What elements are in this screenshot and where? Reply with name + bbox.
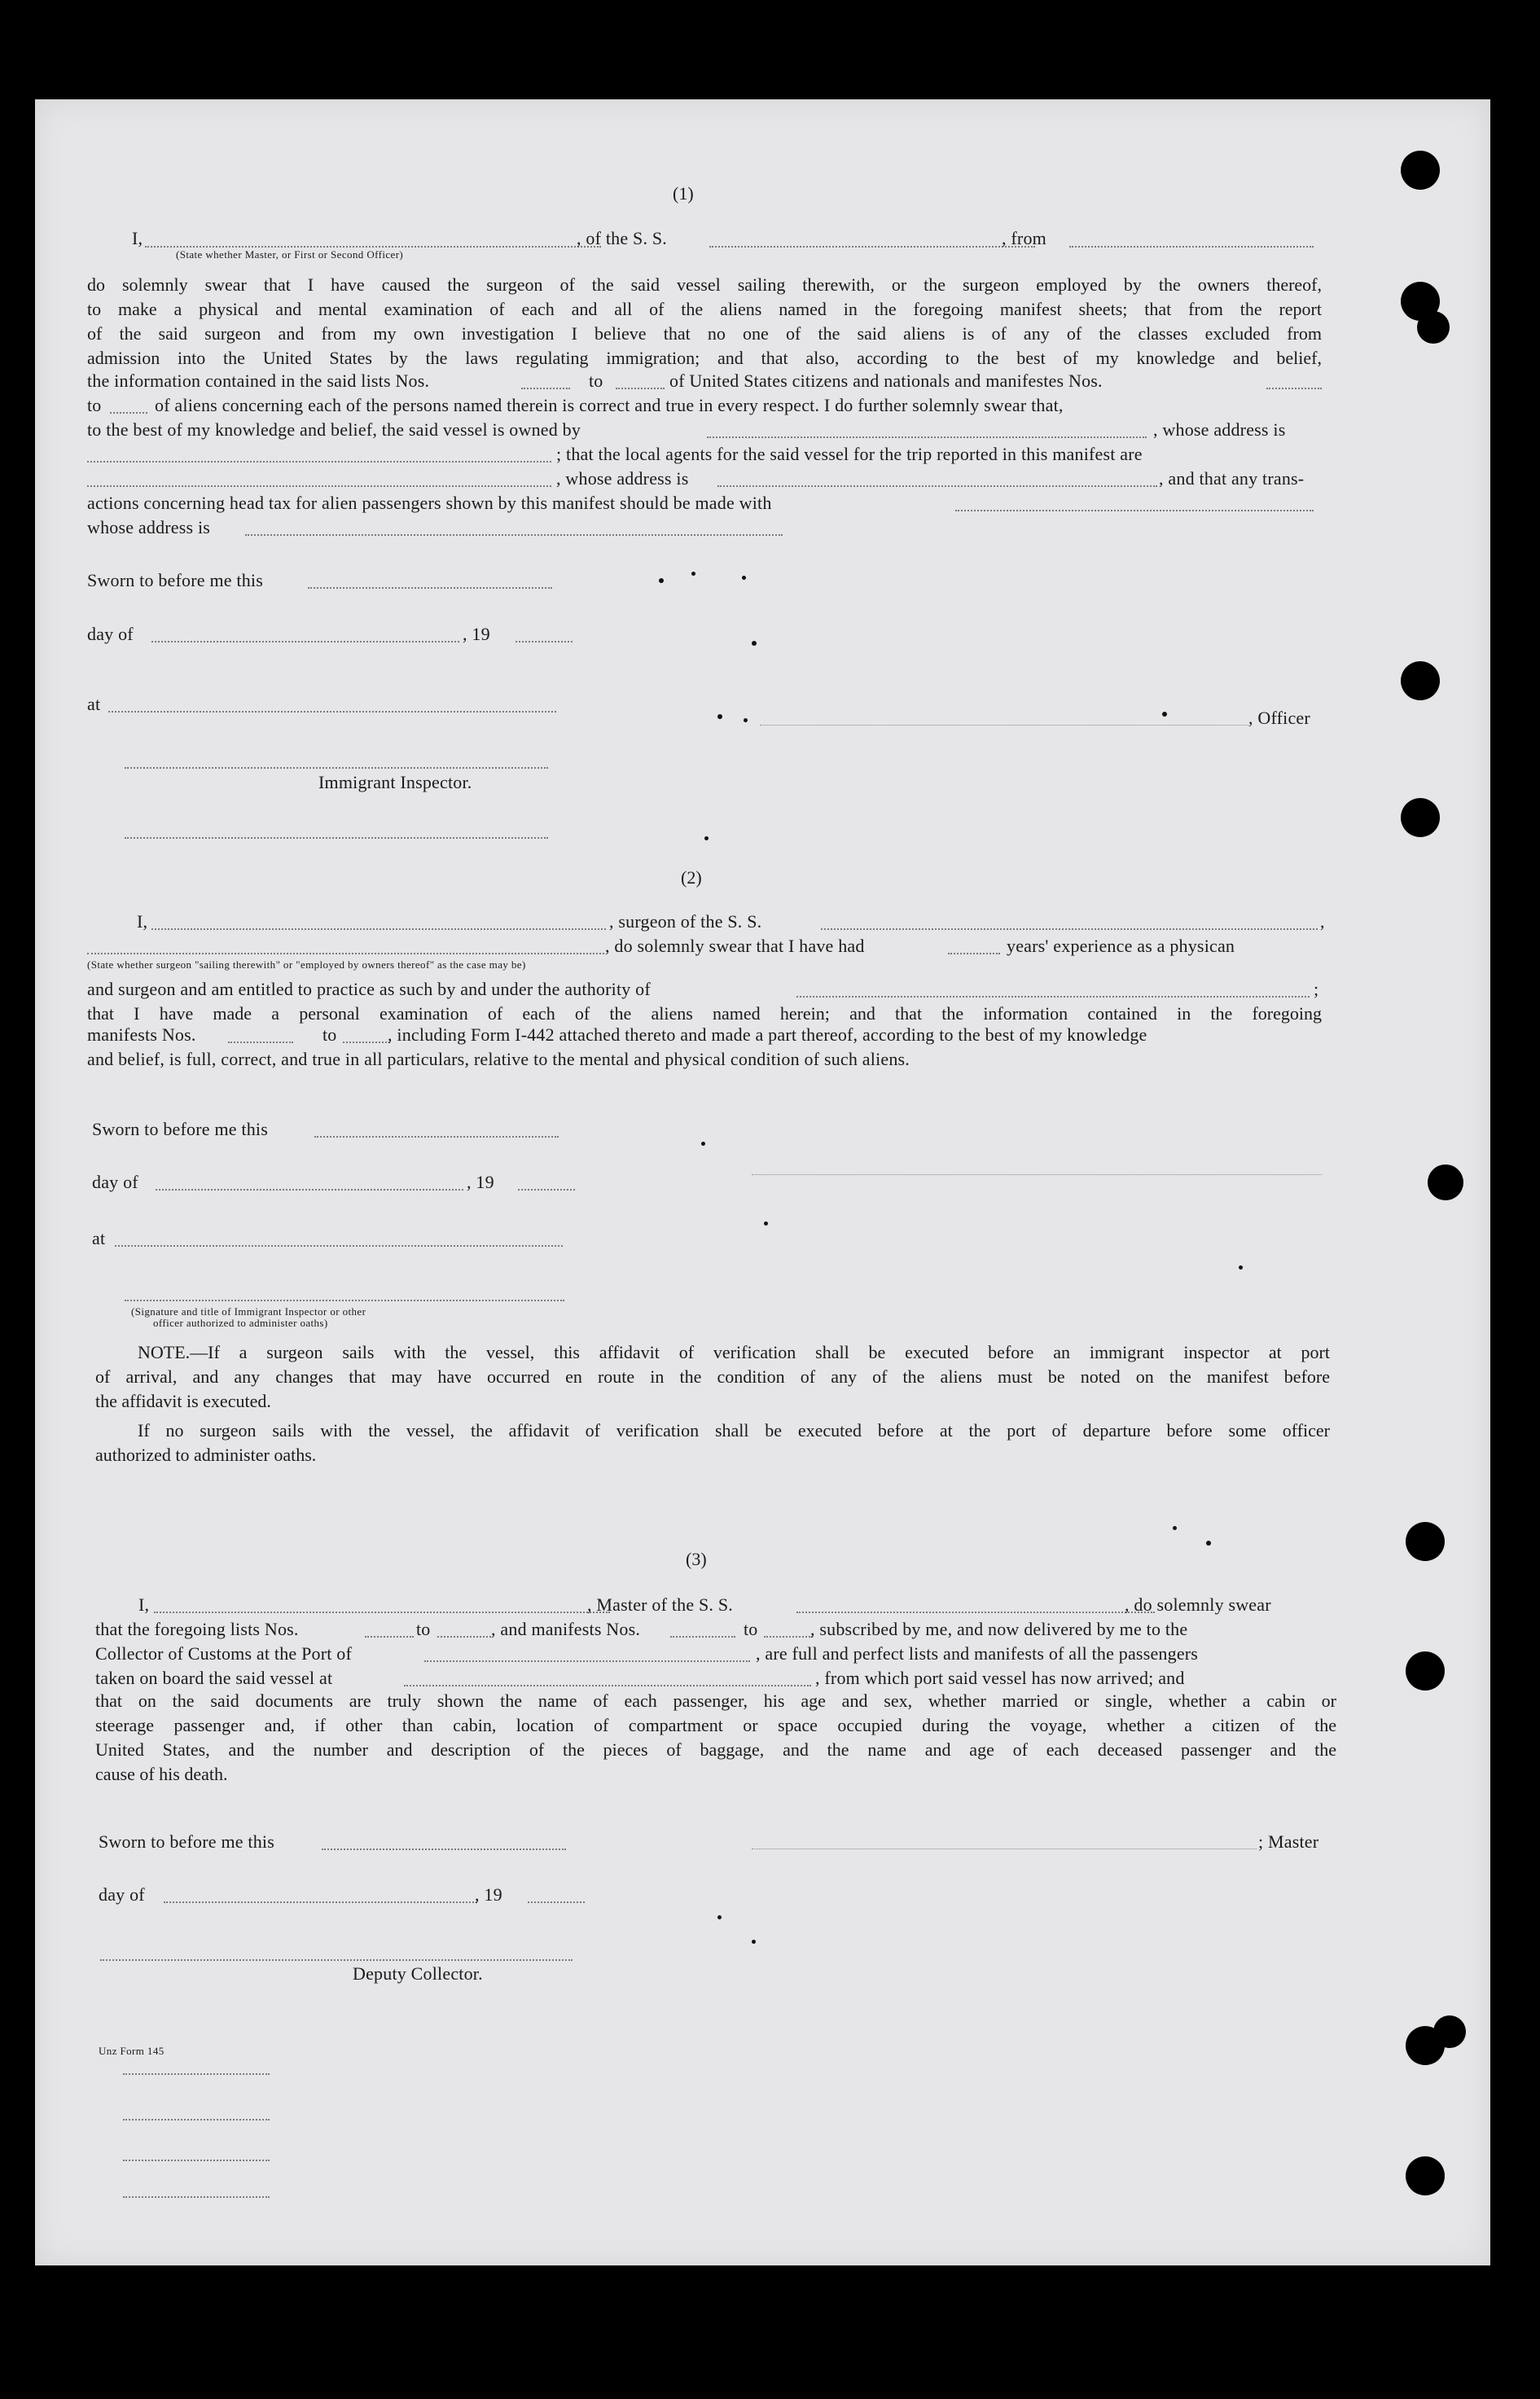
ink-speck — [701, 1142, 705, 1146]
s1-of-ss: , of the S. S. — [577, 228, 667, 248]
s3-collector-a: Collector of Customs at the Port of — [95, 1643, 352, 1664]
s2-sig-hint-1: (Signature and title of Immigrant Inspector or other — [131, 1305, 366, 1318]
no-surgeon-line: If no surgeon sails with the vessel, the affidavit of verification shall be executed before at the port of departure before some officer — [138, 1420, 1330, 1441]
s2-entitled: and surgeon and am entitled to practice as such by and under the authority of — [87, 979, 651, 999]
s3-year-field — [528, 1901, 585, 1903]
s2-at: at — [92, 1228, 106, 1248]
filing-line — [123, 2119, 270, 2121]
s1-headtax-field — [955, 510, 1314, 511]
s1-year: , 19 — [463, 624, 490, 644]
s3-departure-port-field — [404, 1685, 811, 1686]
ink-speck — [717, 714, 722, 719]
no-surgeon-line: authorized to administer oaths. — [95, 1445, 317, 1465]
s2-at-field — [115, 1245, 563, 1247]
note-line: of arrival, and any changes that may have occurred en route in the condition of any of the aliens must be noted on the manifest before — [95, 1366, 1330, 1387]
section-3-number: (3) — [686, 1549, 707, 1569]
s1-owned-b: , whose address is — [1153, 419, 1286, 440]
s1-inspector-signature-field — [125, 767, 548, 769]
s3-line: steerage passenger and, if other than cabin, location of compartment or space occupied during the voyage, whether a citizen of the — [95, 1715, 1336, 1735]
s3-lists-a: that the foregoing lists Nos. — [95, 1619, 299, 1639]
s2-comma: , — [1320, 911, 1325, 932]
s3-sworn-field — [322, 1849, 566, 1850]
s1-at-field — [108, 711, 556, 713]
s3-manifests-to-field — [764, 1636, 813, 1638]
no-surgeon-paragraph — [95, 1419, 1330, 1467]
s3-name-field — [154, 1612, 610, 1613]
s1-officer: , Officer — [1248, 708, 1310, 728]
s2-paragraph — [87, 1002, 1322, 1026]
s1-owned-a: to the best of my knowledge and belief, the said vessel is owned by — [87, 419, 581, 440]
s1-year-field — [516, 641, 573, 643]
s1-from-label: , from — [1002, 228, 1046, 248]
s1-agents: ; that the local agents for the said vessel for the trip reported in this manifest are — [556, 444, 1143, 464]
s3-lists-e: , subscribed by me, and now delivered by me to the — [810, 1619, 1188, 1639]
s3-taken-a: taken on board the said vessel at — [95, 1668, 333, 1688]
punch-hole — [1428, 1164, 1463, 1200]
section-2-number: (2) — [681, 867, 702, 888]
punch-hole — [1417, 311, 1450, 344]
punch-hole — [1433, 2015, 1466, 2048]
s3-line: United States, and the number and description of the pieces of baggage, and the name and age of each deceased passenger and the — [95, 1739, 1336, 1760]
s1-from-field — [1069, 246, 1314, 248]
filing-line — [123, 2073, 270, 2075]
ink-speck — [744, 718, 748, 722]
s2-do-swear: , do solemnly swear that I have had — [605, 936, 865, 956]
s3-line: that on the said documents are truly shown the name of each passenger, his age and sex, whether married or single, whether a cabin or — [95, 1691, 1336, 1711]
s2-authority-field — [796, 996, 1310, 998]
s2-surgeon-type-field — [87, 953, 604, 954]
s1-day-field — [151, 641, 459, 643]
s1-officer-signature-line — [760, 725, 1248, 726]
s2-surgeon-of: , surgeon of the S. S. — [609, 911, 762, 932]
s3-vessel-field — [796, 1612, 1155, 1613]
s1-list-to-field — [616, 388, 665, 389]
s3-day-of: day of — [99, 1884, 145, 1905]
s3-port-field — [424, 1660, 750, 1662]
s2-name-field — [151, 928, 606, 930]
ink-speck — [1162, 712, 1167, 717]
s2-belief: and belief, is full, correct, and true in all particulars, relative to the mental and physical condition of such aliens. — [87, 1049, 910, 1069]
s1-owner-field — [707, 436, 1147, 438]
s2-semicolon: ; — [1314, 979, 1319, 999]
ink-speck — [1239, 1265, 1243, 1270]
s3-line: cause of his death. — [95, 1764, 228, 1784]
s1-i-label: I, — [132, 228, 143, 248]
s1-master-hint: (State whether Master, or First or Second Officer) — [176, 248, 404, 261]
form-id: Unz Form 145 — [99, 2045, 165, 2057]
punch-hole — [1401, 798, 1440, 837]
s1-extra-field — [125, 837, 548, 839]
s2-years-exp: years' experience as a physican — [1007, 936, 1235, 956]
s3-i-label: I, — [138, 1594, 150, 1615]
s2-surgeon-signature-line — [752, 1174, 1322, 1175]
s2-year-field — [518, 1189, 575, 1191]
s3-year: , 19 — [475, 1884, 502, 1905]
s2-inspector-signature-field — [125, 1300, 564, 1301]
s1-agents-address-field — [717, 485, 1157, 487]
s1-manifest-to-field — [110, 412, 147, 414]
ink-speck — [717, 1915, 722, 1919]
s1-line: to make a physical and mental examination of each and all of the aliens named in the foregoing manifest sheets; that from the report — [87, 299, 1322, 319]
s2-sworn: Sworn to before me this — [92, 1119, 269, 1139]
ink-speck — [1206, 1541, 1211, 1546]
s1-line: do solemnly swear that I have caused the surgeon of the said vessel sailing therewith, or the surgeon employed by the owners thereof, — [87, 274, 1322, 295]
s3-paragraph — [95, 1689, 1336, 1787]
s3-collector-b: , are full and perfect lists and manifests of all the passengers — [756, 1643, 1199, 1664]
s2-i-label: I, — [137, 911, 148, 932]
s1-info-b: to — [589, 371, 603, 391]
s1-sworn: Sworn to before me this — [87, 570, 264, 590]
s2-surgeon-hint: (State whether surgeon "sailing therewith" or "employed by owners thereof" as the case may be) — [87, 958, 526, 971]
s3-lists-b: to — [416, 1619, 431, 1639]
s3-lists-c: , and manifests Nos. — [491, 1619, 641, 1639]
s2-manifests-a: manifests Nos. — [87, 1024, 196, 1045]
s1-headtax: actions concerning head tax for alien passengers shown by this manifest should be made with — [87, 493, 772, 513]
s3-master: ; Master — [1258, 1831, 1319, 1852]
s2-year: , 19 — [467, 1172, 494, 1192]
s3-lists-d: to — [744, 1619, 758, 1639]
s1-inspector: Immigrant Inspector. — [318, 772, 472, 792]
ink-speck — [691, 572, 695, 576]
ink-speck — [659, 578, 664, 583]
s1-address-b: , and that any trans- — [1159, 468, 1305, 489]
s2-manifests-to-field — [343, 1042, 390, 1043]
s3-taken-b: , from which port said vessel has now arrived; and — [815, 1668, 1185, 1688]
punch-hole — [1401, 661, 1440, 700]
s1-manifest-field — [1266, 388, 1322, 389]
ink-speck — [704, 836, 709, 840]
s1-name-field — [145, 246, 601, 248]
filing-line — [123, 2160, 270, 2161]
s3-lists-from-field — [365, 1636, 414, 1638]
s1-info-c: of United States citizens and nationals and manifestes Nos. — [669, 371, 1103, 391]
punch-hole — [1406, 2156, 1445, 2195]
s1-info-a: the information contained in the said lists Nos. — [87, 371, 430, 391]
section-1-number: (1) — [673, 183, 694, 204]
s2-day-of: day of — [92, 1172, 138, 1192]
s1-whose-field — [245, 534, 783, 536]
note-line: NOTE.—If a surgeon sails with the vessel, this affidavit of verification shall be executed before an immigrant inspector at port — [138, 1342, 1330, 1362]
s1-day-of: day of — [87, 624, 134, 644]
s3-day-field — [164, 1901, 477, 1903]
ink-speck — [742, 576, 746, 580]
s1-vessel-field — [709, 246, 1035, 248]
s1-sworn-field — [308, 587, 552, 589]
s2-manifests-b: to — [322, 1024, 337, 1045]
ink-speck — [752, 1940, 756, 1944]
s2-sworn-field — [314, 1136, 559, 1138]
s3-lists-to-field — [437, 1636, 491, 1638]
s3-deputy: Deputy Collector. — [353, 1963, 483, 1984]
s1-line: of the said surgeon and from my own investigation I believe that no one of the said aliens is of any of the classes excluded from — [87, 323, 1322, 344]
ink-speck — [752, 641, 757, 646]
s1-agents-field — [87, 485, 551, 487]
s3-swear: , do solemnly swear — [1125, 1594, 1271, 1615]
punch-hole — [1406, 1522, 1445, 1561]
punch-hole — [1406, 1651, 1445, 1691]
s2-years-field — [948, 953, 1000, 954]
s1-owner-address-field — [87, 461, 551, 463]
s1-paragraph — [87, 273, 1322, 371]
note-line: the affidavit is executed. — [95, 1391, 271, 1411]
note-paragraph — [95, 1340, 1330, 1414]
manifest-affidavit-sheet — [35, 99, 1490, 2265]
filing-line — [123, 2196, 270, 2198]
s1-list-from-field — [521, 388, 570, 389]
s2-sig-hint-2: officer authorized to administer oaths) — [153, 1317, 328, 1329]
s2-day-field — [156, 1189, 463, 1191]
s3-collector-signature-field — [100, 1959, 573, 1961]
s1-at: at — [87, 694, 101, 714]
s1-to-a: to — [87, 395, 102, 415]
s3-master-of: , Master of the S. S. — [587, 1594, 733, 1615]
s2-manifests-c: , including Form I-442 attached thereto and made a part thereof, according to the best of my knowledge — [388, 1024, 1147, 1045]
s2-line: that I have made a personal examination of each of the aliens named herein; and that the information contained in the foregoing — [87, 1003, 1322, 1024]
s1-whose: whose address is — [87, 517, 211, 537]
s2-vessel-field — [821, 928, 1318, 930]
ink-speck — [1173, 1526, 1177, 1530]
s2-manifests-from-field — [228, 1042, 293, 1043]
s1-line: admission into the United States by the laws regulating immigration; and that also, according to the best of my knowledge and belief, — [87, 348, 1322, 368]
s1-address-a: , whose address is — [556, 468, 689, 489]
ink-speck — [764, 1221, 768, 1226]
s3-sworn: Sworn to before me this — [99, 1831, 275, 1852]
s1-to-b: of aliens concerning each of the persons named therein is correct and true in every respect. I do further solemnly swear that, — [155, 395, 1064, 415]
s3-manifests-from-field — [670, 1636, 735, 1638]
punch-hole — [1401, 151, 1440, 190]
